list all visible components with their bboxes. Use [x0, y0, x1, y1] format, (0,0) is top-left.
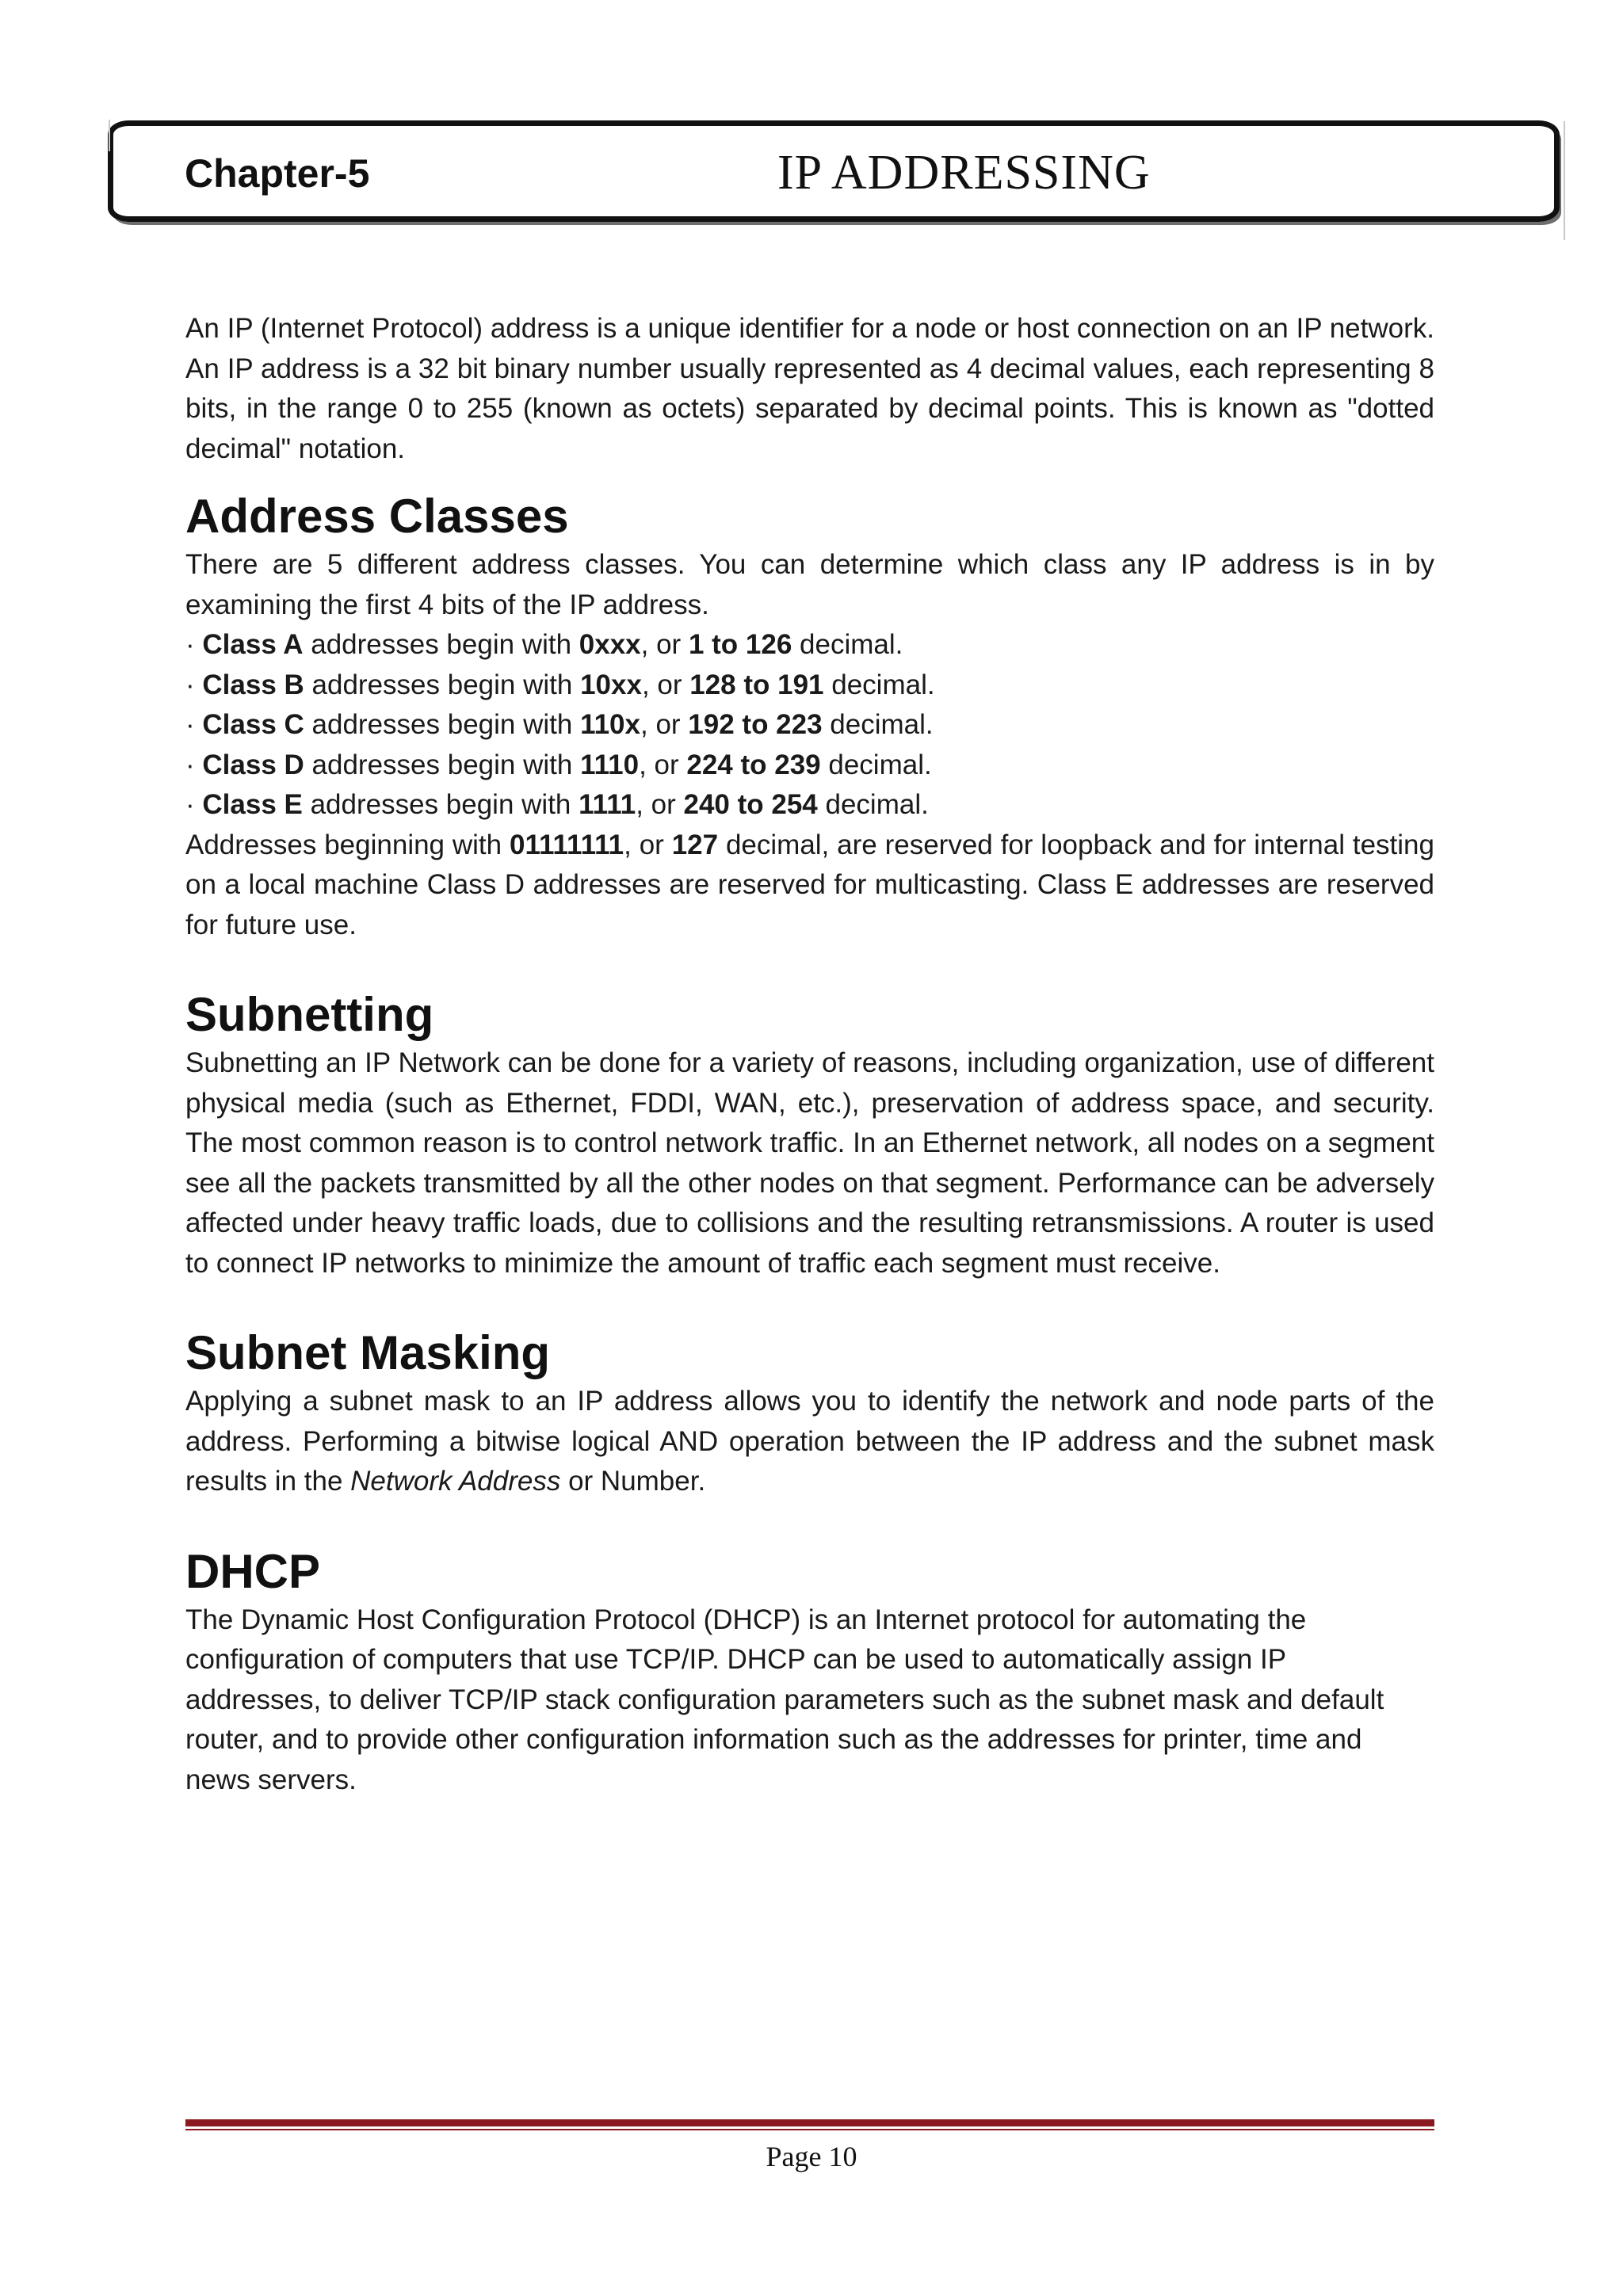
bullet: · — [185, 629, 195, 660]
list-item: · Class B addresses begin with 10xx, or 128 to 191 decimal. — [185, 669, 935, 700]
list-item: · Class E addresses begin with 1111, or 240 to 254 decimal. — [185, 789, 929, 820]
loopback-decimal: 127 — [671, 829, 719, 860]
list-item: · Class A addresses begin with 0xxx, or 1 to 126 decimal. — [185, 629, 903, 660]
heading-subnetting: Subnetting — [185, 988, 434, 1041]
bullet: · — [185, 749, 195, 780]
subnetting-paragraph: Subnetting an IP Network can be done for a variety of reasons, including organization, use of different physical media (such as Ethernet, FDDI, WAN, etc.), preservation of address space, and security. The most common reason is to control network traffic. In an Ethernet network, all nodes on a segment see all the packets transmitted by all the other nodes on that segment. Performance can be adversely affected under heavy traffic loads, due to collisions and the resulting retransmissions. A router is used to connect IP networks to minimize the amount of traffic each segment must receive. — [185, 1047, 1434, 1279]
footer-rule-thick — [185, 2119, 1434, 2126]
intro-paragraph: An IP (Internet Protocol) address is a unique identifier for a node or host connection on an IP network. An IP address is a 32 bit binary number usually represented as 4 decimal values, each representing 8 bits, in the range 0 to 255 (known as octets) separated by decimal points. This is known as "dotted decimal" notation. — [185, 313, 1434, 464]
heading-address-classes: Address Classes — [185, 490, 569, 543]
loopback-paragraph: Addresses beginning with 01111111, or 127 decimal, are reserved for loopback and for internal testing on a local machine Class D addresses are reserved for multicasting. Class E addresses are reserved for future use. — [185, 829, 1434, 940]
subnet-masking-paragraph: Applying a subnet mask to an IP address allows you to identify the network and node parts of the address. Performing a bitwise logical AND operation between the IP address and the subnet mask results in the Network Address or Number. — [185, 1386, 1434, 1497]
bullet: · — [185, 789, 195, 820]
class-bits: 1110 — [580, 749, 640, 780]
heading-subnet-masking: Subnet Masking — [185, 1326, 551, 1379]
chapter-label: Chapter-5 — [185, 151, 370, 196]
class-name: Class A — [202, 629, 304, 660]
bullet: · — [185, 709, 195, 740]
list-item: · Class C addresses begin with 110x, or 192 to 223 decimal. — [185, 709, 934, 740]
class-range: 128 to 191 — [689, 669, 824, 700]
address-class-list — [185, 625, 1434, 826]
class-range: 192 to 223 — [688, 709, 823, 740]
bullet: · — [185, 669, 195, 700]
network-address-emphasis: Network Address — [350, 1466, 561, 1497]
loopback-binary: 01111111 — [509, 829, 624, 860]
class-name: Class D — [202, 749, 304, 780]
chapter-header-box — [108, 120, 1560, 222]
class-bits: 1111 — [579, 789, 636, 820]
class-name: Class B — [202, 669, 304, 700]
address-classes-intro: There are 5 different address classes. You can determine which class any IP address is in by examining the first 4 bits of the IP address. — [185, 549, 1434, 620]
footer-rule — [185, 2119, 1434, 2130]
class-name: Class E — [202, 789, 303, 820]
footer-rule-thin — [185, 2129, 1434, 2130]
class-name: Class C — [202, 709, 304, 740]
class-bits: 0xxx — [579, 629, 641, 660]
page-number: Page 10 — [766, 2141, 857, 2172]
class-bits: 10xx — [580, 669, 642, 700]
page-content — [185, 309, 1434, 1800]
dhcp-paragraph: The Dynamic Host Configuration Protocol (DHCP) is an Internet protocol for automating the configuration of computers that use TCP/IP. DHCP can be used to automatically assign IP addresses, to deliver TCP/IP stack configuration parameters such as the subnet mask and default router, and to provide other configuration information such as the addresses for printer, time and news servers. — [185, 1604, 1384, 1795]
heading-dhcp: DHCP — [185, 1544, 321, 1598]
class-range: 224 to 239 — [686, 749, 821, 780]
class-range: 1 to 126 — [688, 629, 792, 660]
class-range: 240 to 254 — [683, 789, 818, 820]
list-item: · Class D addresses begin with 1110, or 224 to 239 decimal. — [185, 749, 932, 780]
chapter-title: IP ADDRESSING — [777, 146, 1151, 200]
class-bits: 110x — [580, 709, 640, 740]
